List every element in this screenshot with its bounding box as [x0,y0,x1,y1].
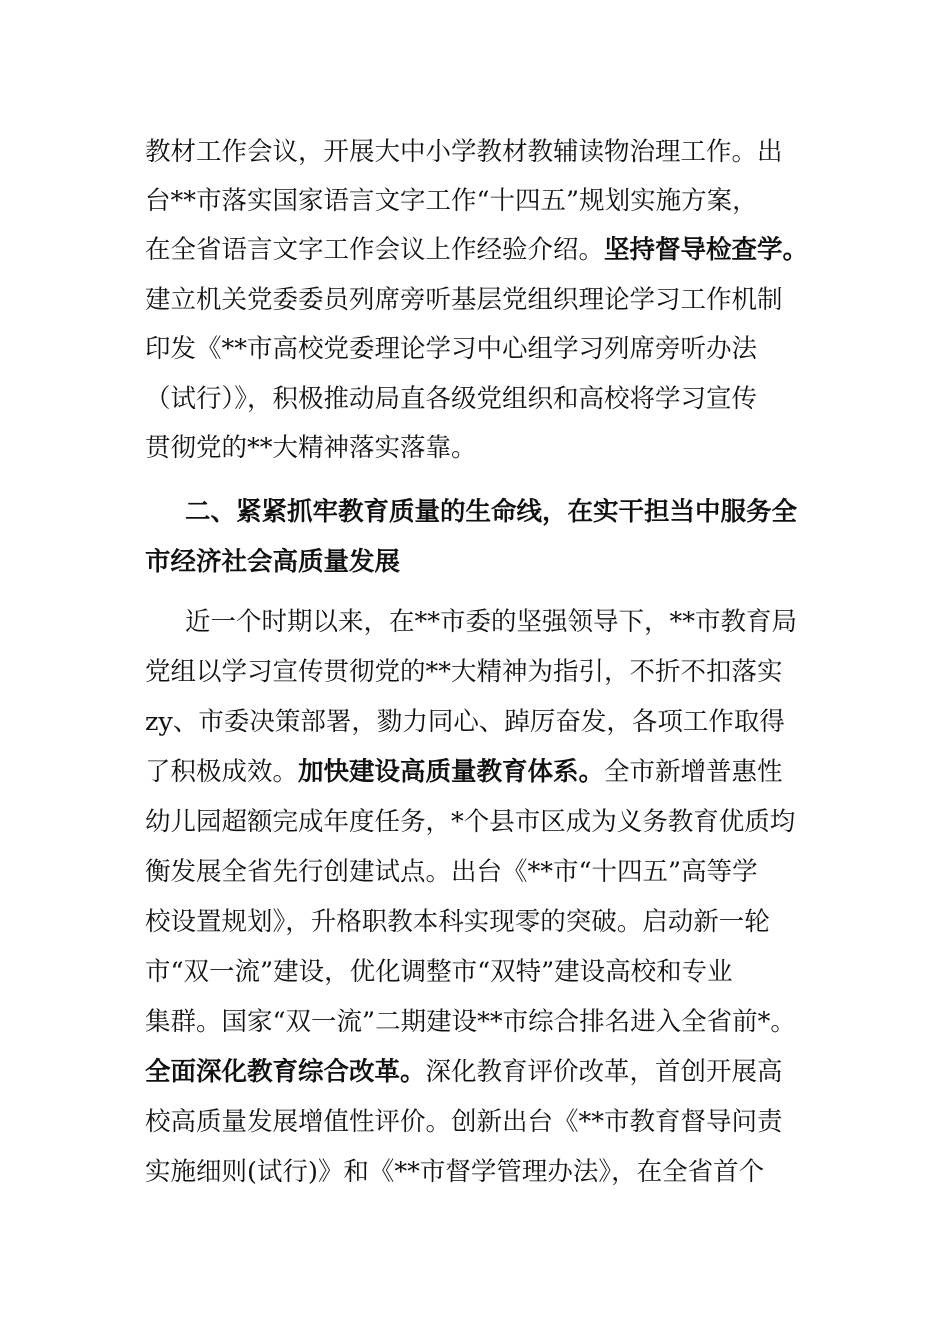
paragraph-line: 校设置规划》，升格职教本科实现零的突破。启动新一轮 [145,907,770,937]
paragraph-line: （试行）》，积极推动局直各级党组织和高校将学习宣传 [145,384,758,414]
paragraph-line: zy、市委决策部署，勠力同心、踔厉奋发，各项工作取得 [145,707,785,737]
paragraph-line: 印发《**市高校党委理论学习中心组学习列席旁听办法 [145,334,758,364]
paragraph-line: 集群。国家“双一流”二期建设**市综合排名进入全省前*。 [145,1007,796,1037]
paragraph-line [145,225,835,275]
bold-subheading: 全面深化教育综合改革。 [145,1057,426,1087]
paragraph-line: 党组以学习宣传贯彻党的**大精神为指引，不折不扣落实 [145,657,783,687]
paragraph-line [145,1047,835,1097]
paragraph-line: 校高质量发展增值性评价。创新出台《**市教育督导问责 [145,1107,783,1137]
paragraph-line [145,747,835,797]
paragraph-line: 衡发展全省先行创建试点。出台《**市“十四五”高等学 [145,857,758,887]
paragraph-line: 教材工作会议，开展大中小学教材教辅读物治理工作。出 [145,137,783,167]
paragraph-line: 台**市落实国家语言文字工作“十四五”规划实施方案， [145,186,758,216]
paragraph-line: 近一个时期以来，在**市委的坚强领导下，**市教育局 [185,607,798,637]
paragraph-line: 实施细则(试行)》和《**市督学管理办法》，在全省首个 [145,1157,765,1187]
paragraph-line: 幼儿园超额完成年度任务，*个县市区成为义务教育优质均 [145,807,796,837]
body-text: 全市新增普惠性 [604,757,783,787]
bold-subheading: 加快建设高质量教育体系。 [298,757,605,787]
body-text: 了积极成效。 [145,757,299,787]
section-heading: 二、紧紧抓牢教育质量的生命线，在实干担当中服务全 [185,497,798,527]
body-text: 在全省语言文字工作会议上作经验介绍。 [145,235,605,265]
paragraph-line: 建立机关党委委员列席旁听基层党组织理论学习工作机制 [145,285,783,315]
bold-subheading: 坚持督导检查学。 [604,235,809,265]
paragraph-line: 贯彻党的**大精神落实落靠。 [145,433,477,463]
section-heading: 市经济社会高质量发展 [145,547,401,577]
paragraph-line: 市“双一流”建设，优化调整市“双特”建设高校和专业 [145,957,733,987]
body-text: 深化教育评价改革，首创开展高 [425,1057,783,1087]
